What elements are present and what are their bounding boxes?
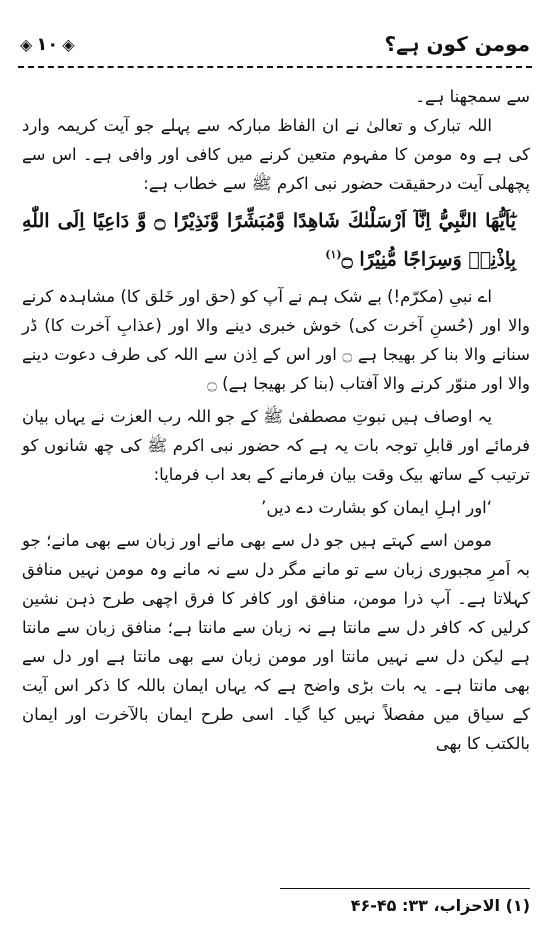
main-text	[22, 82, 530, 758]
paragraph-continuation: سے سمجھنا ہے۔	[415, 87, 530, 106]
right-ornament-icon: ◈	[62, 34, 75, 54]
page-number: ۱۰	[36, 33, 59, 55]
verse-translation: اے نبیِ (مکرّم!) بے شک ہم نے آپ کو (حق اور خَلق کا) مشاہدہ کرنے والا اور (حُسنِ آخرت کی) خوش خبری دینے والا اور (عذابِ آخرت کا) ڈر سنانے والا بنا کر بھیجا ہے ۝ اور اس کے اِذن سے اللہ کی طرف دعوت دینے والا اور منوّر کرنے والا آفتاب (بنا کر بھیجا ہے) ۝	[22, 287, 530, 394]
verse-text: يٰٓاَيُّهَا النَّبِيُّ اِنَّآ اَرْسَلْنٰكَ شَاهِدًا وَّمُبَشِّرًا وَّنَذِيْرًا ۝ وَّ دَاعِيًا اِلَى اللّٰهِ بِاِذْنِهٖ وَسِرَاجًا مُّنِيْرًا ۝	[22, 210, 516, 271]
header-divider	[18, 66, 532, 68]
footnote-divider	[280, 888, 530, 889]
quoted-verse-translation: ‘اور اہلِ ایمان کو بشارت دے دیں’	[261, 498, 492, 518]
footnote-marker: (۱)	[325, 248, 342, 261]
page-number-box	[20, 34, 75, 55]
left-ornament-icon: ◈	[20, 34, 33, 54]
paragraph-attributes: یہ اوصاف ہیں نبوتِ مصطفیٰ ﷺ کے جو اللہ رب العزت نے یہاں بیان فرمائے اور قابلِ توجہ بات یہ ہے کہ حضور نبی اکرم ﷺ کی چھ شانوں کو ترتیب کے ساتھ بیک وقت بیان فرمانے کے بعد اب فرمایا:	[22, 407, 530, 485]
footnote-reference: (۱) الاحزاب، ۳۳: ۴۵-۴۶	[350, 896, 530, 915]
quranic-verse	[22, 204, 530, 276]
running-title: مومن کون ہے؟	[384, 32, 530, 56]
page-header	[20, 28, 530, 60]
paragraph-definition: مومن اسے کہتے ہیں جو دل سے بھی مانے اور زبان سے بھی مانے؛ جو بہ اَمرِ مجبوری زبان سے تو مانے مگر دل سے نہ مانے وہ مومن نہیں منافق کہلاتا ہے۔ آپ ذرا مومن، منافق اور کافر کا فرق اچھی طرح ذہن نشین کرلیں کہ کافر دل سے مانتا ہے نہ زبان سے مانتا ہے؛ منافق زبان سے مانتا ہے لیکن دل سے نہیں مانتا اور مومن زبان سے بھی مانتا ہے اور دل سے بھی مانتا ہے۔ یہ بات بڑی واضح ہے کہ یہاں ایمان باللہ کا ذکر اس آیت کے سیاق میں مفصلاً نہیں کیا گیا۔ اسی طرح ایمان بالآخرت اور ایمان بالکتب کا بھی	[22, 531, 530, 754]
paragraph-intro: اللہ تبارک و تعالیٰ نے ان الفاظ مبارکہ سے پہلے جو آیت کریمہ وارد کی ہے وہ مومن کا مفہوم متعین کرنے میں کافی اور وافی ہے۔ اس سے پچھلی آیت درحقیقت حضور نبی اکرم ﷺ سے خطاب ہے:	[22, 116, 530, 193]
